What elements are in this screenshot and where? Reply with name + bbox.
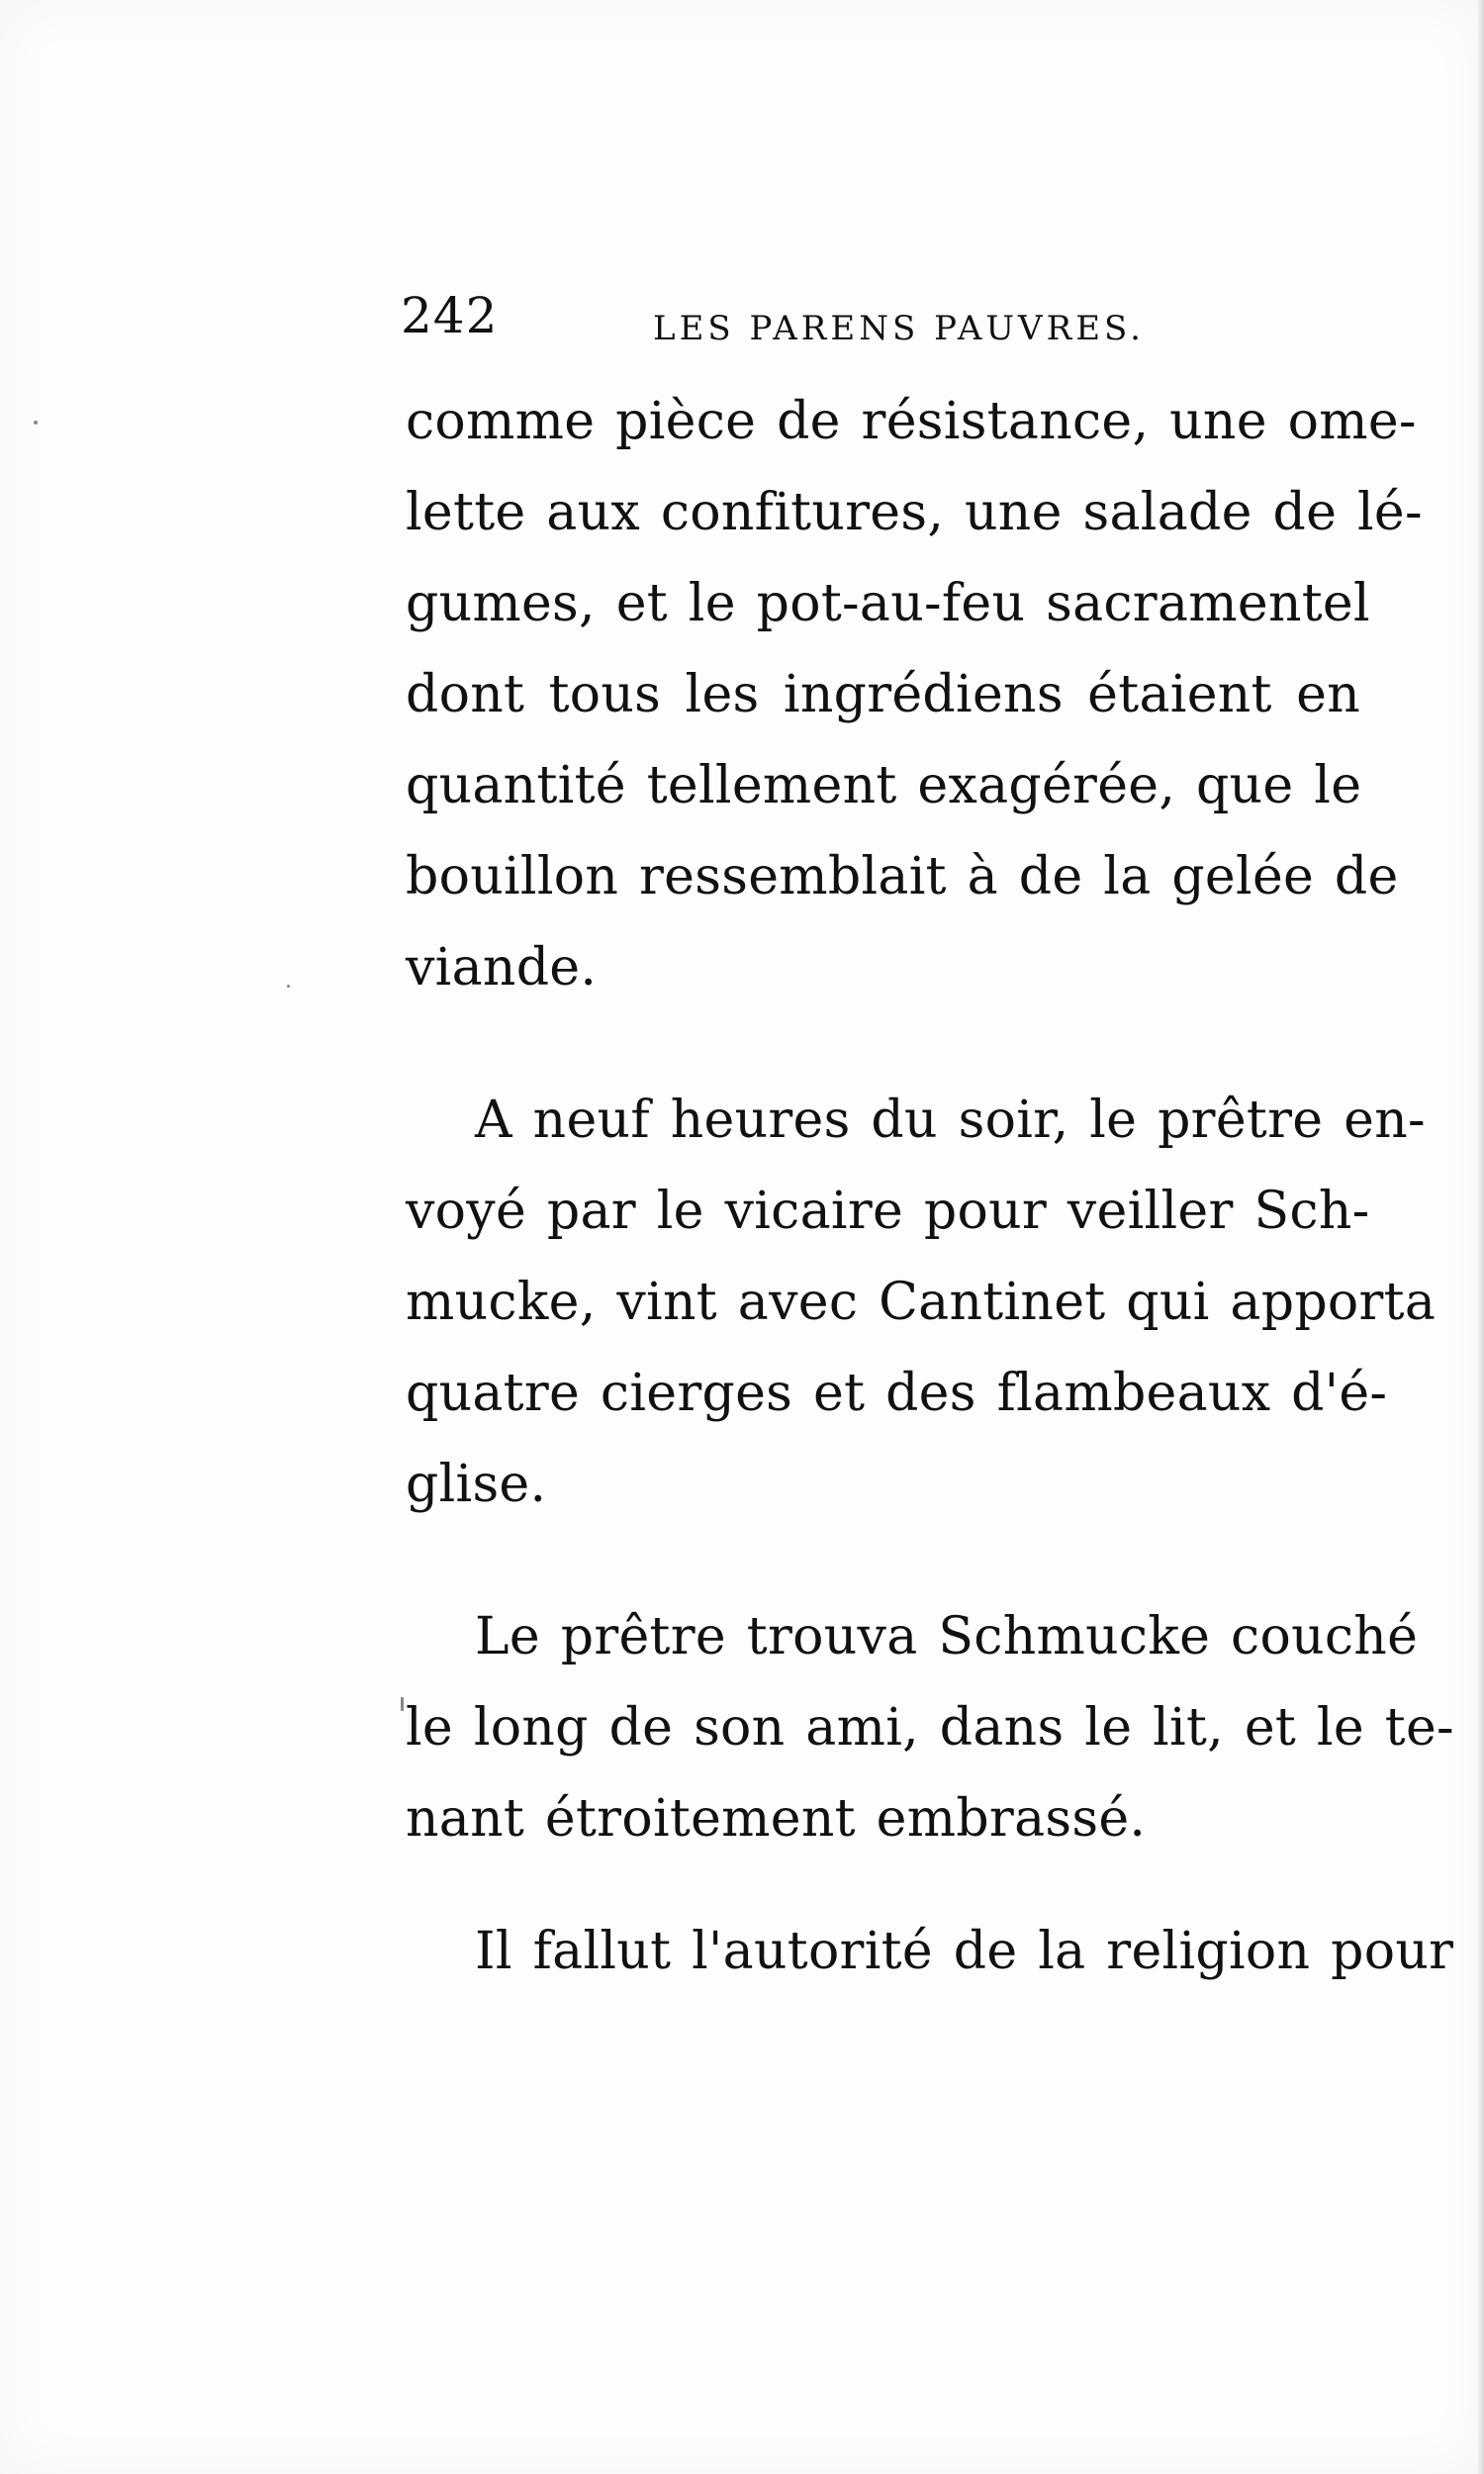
text-line: quatre cierges et des flambeaux d'é- <box>406 1364 1388 1423</box>
paragraph <box>406 1075 1437 1530</box>
text-line: viande. <box>406 938 598 998</box>
text-line: mucke, vint avec Cantinet qui apporta <box>406 1273 1437 1332</box>
text-line: nant étroitement embrassé. <box>406 1789 1147 1849</box>
page-number: 242 <box>401 287 499 344</box>
paper-speck <box>34 421 38 425</box>
text-line: Il fallut l'autorité de la religion pour <box>475 1922 1454 1981</box>
text-line: bouillon ressemblait à de la gelée de <box>406 847 1399 906</box>
paper-speck <box>287 985 290 988</box>
paper-speck <box>401 1697 404 1711</box>
paragraph-gap <box>406 1864 1360 1906</box>
text-line: Le prêtre trouva Schmucke couché <box>475 1607 1419 1666</box>
page-header <box>401 287 1365 356</box>
paragraph <box>406 376 1423 1013</box>
text-line: le long de son ami, dans le lit, et le te- <box>406 1698 1454 1758</box>
running-title: LES PARENS PAUVRES. <box>653 309 1145 348</box>
body-text <box>406 376 1454 1997</box>
paragraph-gap <box>406 1530 1360 1591</box>
text-line: A neuf heures du soir, le prêtre en- <box>475 1091 1426 1150</box>
paragraph <box>406 1591 1454 1864</box>
text-line: lette aux confitures, une salade de lé- <box>406 483 1423 542</box>
text-line: dont tous les ingrédiens étaient en <box>406 665 1360 724</box>
text-line: voyé par le vicaire pour veiller Sch- <box>406 1182 1370 1241</box>
text-line: glise. <box>406 1455 547 1514</box>
text-line: comme pièce de résistance, une ome- <box>406 392 1417 451</box>
paragraph <box>406 1906 1454 1997</box>
text-line: gumes, et le pot-au-feu sacramentel <box>406 574 1370 633</box>
page-edge <box>1478 0 1484 2474</box>
text-line: quantité tellement exagérée, que le <box>406 756 1362 815</box>
paragraph-gap <box>406 1013 1360 1075</box>
